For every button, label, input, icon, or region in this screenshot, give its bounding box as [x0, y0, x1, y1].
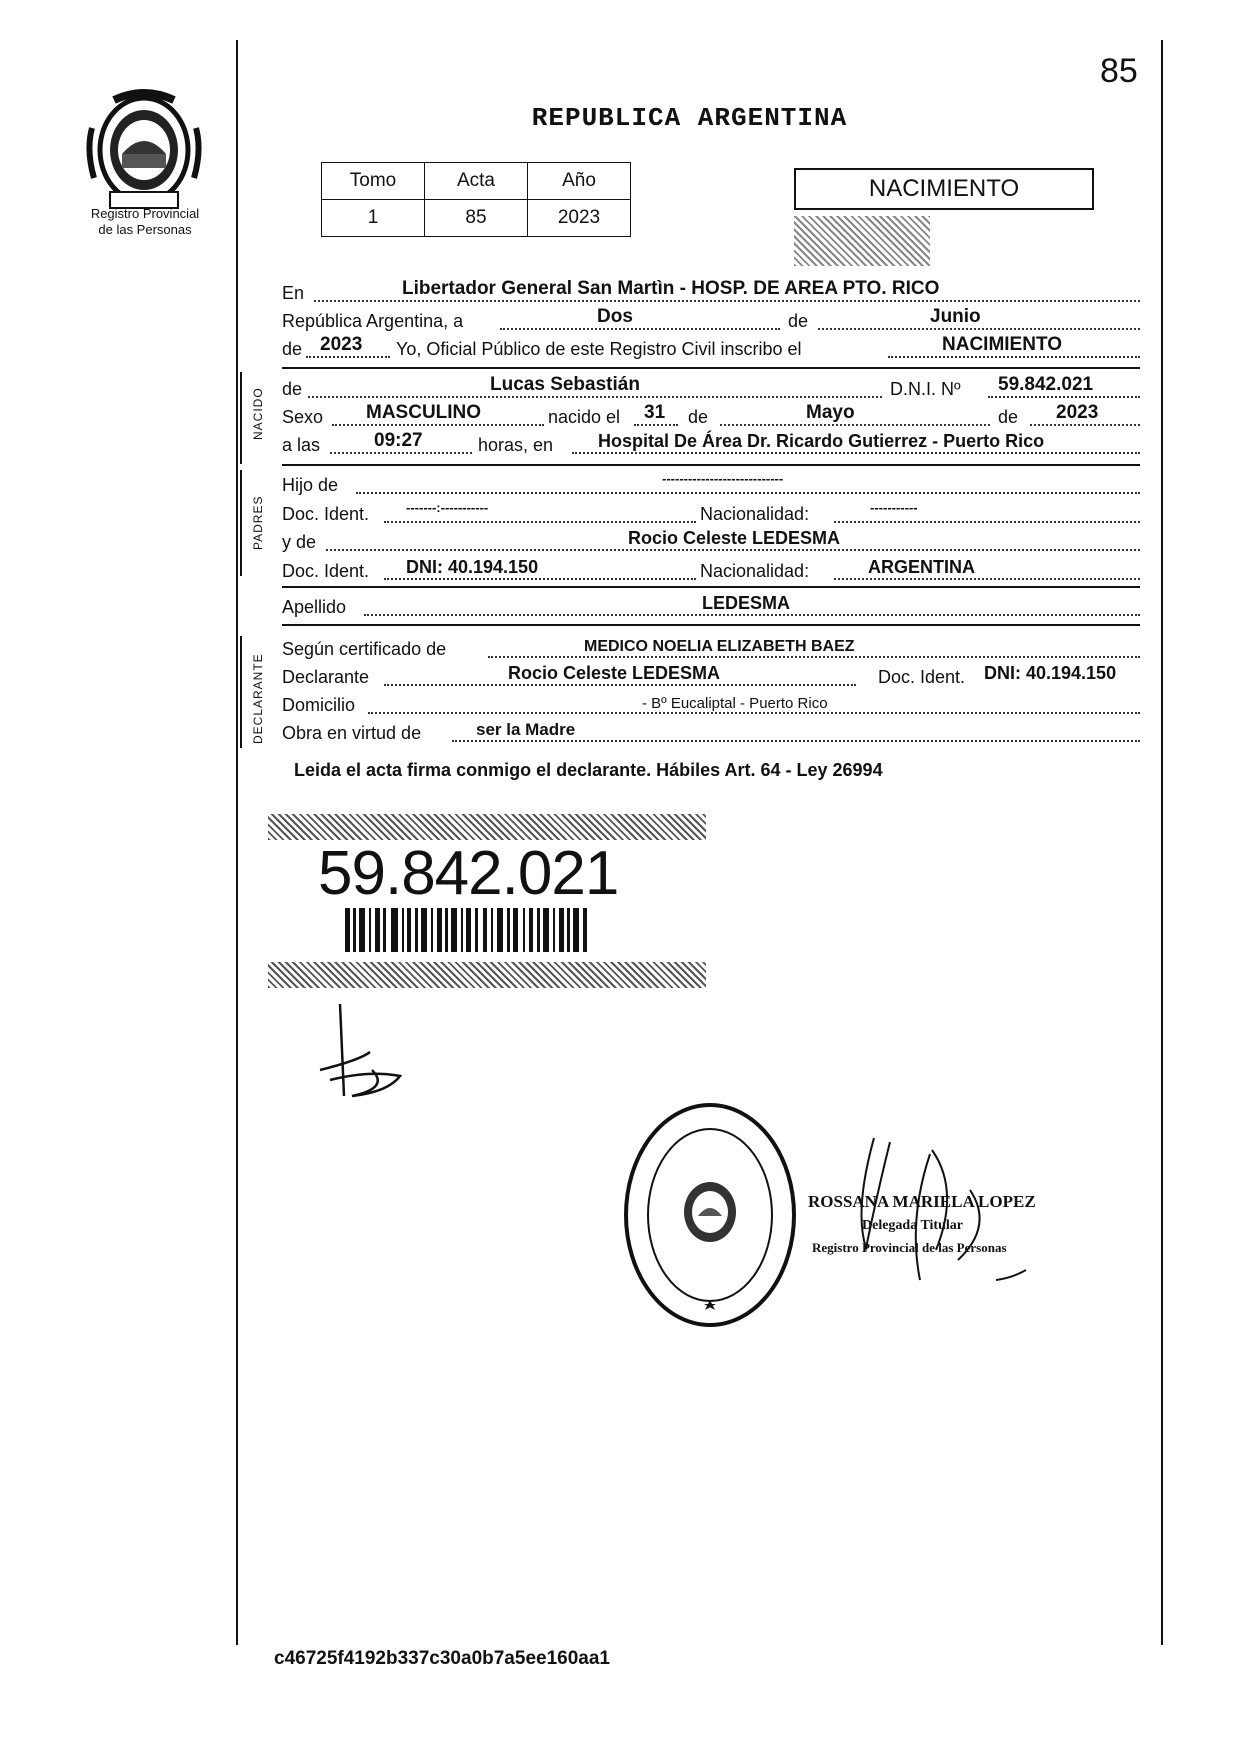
certificate-value: MEDICO NOELIA ELIZABETH BAEZ	[584, 638, 855, 655]
label-doc-ident-mother: Doc. Ident.	[282, 561, 370, 581]
child-birth-place: Hospital De Área Dr. Ricardo Gutierrez - Puerto Rico	[598, 431, 1045, 451]
document-title: REPUBLICA ARGENTINA	[531, 103, 848, 133]
label-obra: Obra en virtud de	[282, 723, 422, 743]
row-hijo-de	[282, 470, 1140, 498]
child-birth-time: 09:27	[374, 430, 423, 451]
dni-large: 59.842.021	[318, 839, 619, 908]
row-year	[282, 334, 1140, 362]
child-dni: 59.842.021	[998, 374, 1094, 395]
officer-name: ROSSANA MARIELA LOPEZ	[808, 1192, 1036, 1211]
row-certificado	[282, 634, 1140, 662]
child-birth-day: 31	[644, 402, 666, 423]
label-horas-en: horas, en	[478, 435, 554, 455]
label-republica: República Argentina, a	[282, 311, 464, 331]
section-label-padres: PADRES	[251, 495, 265, 550]
section-label-nacido: NACIDO	[251, 387, 265, 440]
act-inscribed-as: NACIMIENTO	[942, 334, 1062, 355]
record-type-box: NACIMIENTO	[794, 168, 1094, 210]
label-nacionalidad-father: Nacionalidad:	[700, 504, 810, 524]
row-nacido-time	[282, 430, 1140, 458]
label-sexo: Sexo	[282, 407, 324, 427]
registry-table	[321, 162, 631, 237]
label-en: En	[282, 283, 305, 303]
row-domicilio	[282, 690, 1140, 718]
row-declarante	[282, 662, 1140, 690]
barcode-icon	[345, 908, 589, 952]
officer-role: Delegada Titular	[862, 1218, 963, 1233]
label-doc-ident-declarante: Doc. Ident.	[878, 667, 966, 687]
officer-text: Yo, Oficial Público de este Registro Civil inscribo el	[396, 339, 802, 359]
row-republica	[282, 306, 1140, 334]
act-place: Libertador General San Martìn - HOSP. DE AREA PTO. RICO	[402, 278, 940, 299]
officer-organization: Registro Provincial de las Personas	[812, 1240, 1007, 1255]
label-de-byear: de	[998, 407, 1019, 427]
child-name: Lucas Sebastián	[490, 374, 640, 395]
row-obra	[282, 718, 1140, 746]
declarante-name: Rocio Celeste LEDESMA	[508, 663, 721, 683]
header-tomo: Tomo	[322, 163, 425, 200]
label-de-year: de	[282, 339, 303, 359]
row-apellido	[282, 592, 1140, 620]
mother-nationality: ARGENTINA	[868, 557, 975, 577]
section-label-declarante: DECLARANTE	[251, 653, 265, 744]
label-de-bmonth: de	[688, 407, 709, 427]
label-nacionalidad-mother: Nacionalidad:	[700, 561, 810, 581]
official-stamp-icon	[620, 1100, 800, 1330]
registry-table-header	[322, 163, 631, 200]
logo-caption	[70, 206, 220, 238]
label-a-las: a las	[282, 435, 321, 455]
value-acta: 85	[425, 200, 528, 237]
label-de-month: de	[788, 311, 809, 331]
logo-caption-line1: Registro Provincial	[90, 206, 200, 221]
label-nacido-el: nacido el	[548, 407, 621, 427]
row-nacido-sex	[282, 402, 1140, 430]
page-number: 85	[1100, 52, 1138, 90]
label-apellido: Apellido	[282, 597, 347, 617]
section-bar-declarante	[240, 636, 242, 748]
label-declarante: Declarante	[282, 667, 370, 687]
mother-doc: DNI: 40.194.150	[406, 557, 539, 577]
label-hijo-de: Hijo de	[282, 475, 339, 495]
father-doc: -------:-----------	[406, 500, 489, 515]
row-y-de	[282, 527, 1140, 555]
section-bar-nacido	[240, 372, 242, 464]
separator-3	[282, 586, 1140, 588]
father-name: ----------------------------	[662, 471, 784, 486]
value-anio: 2023	[528, 200, 631, 237]
declarant-signature-icon	[300, 1000, 420, 1110]
child-birth-month: Mayo	[806, 402, 855, 423]
closing-text: Leida el acta firma conmigo el declarante. Hábiles Art. 64 - Ley 26994	[294, 760, 883, 780]
child-birth-year: 2023	[1056, 402, 1099, 423]
mother-name: Rocio Celeste LEDESMA	[628, 528, 841, 548]
value-tomo: 1	[322, 200, 425, 237]
label-domicilio: Domicilio	[282, 695, 356, 715]
declarante-doc: DNI: 40.194.150	[984, 663, 1117, 683]
separator-4	[282, 624, 1140, 626]
label-de-name: de	[282, 379, 303, 399]
right-margin-line	[1161, 40, 1163, 1645]
act-day: Dos	[597, 306, 633, 327]
left-margin-line	[236, 40, 238, 1645]
row-mother-doc	[282, 556, 1140, 584]
row-en	[282, 278, 1140, 306]
declarante-capacity: ser la Madre	[476, 720, 576, 739]
apellido-value: LEDESMA	[702, 593, 791, 613]
section-bar-padres	[240, 470, 242, 576]
header-anio: Año	[528, 163, 631, 200]
label-certificado: Según certificado de	[282, 639, 447, 659]
row-father-doc	[282, 499, 1140, 527]
separator-1	[282, 367, 1140, 369]
label-y-de: y de	[282, 532, 317, 552]
label-doc-ident-father: Doc. Ident.	[282, 504, 370, 524]
header-acta: Acta	[425, 163, 528, 200]
security-band-top	[268, 814, 706, 840]
row-nacido-name	[282, 374, 1140, 402]
separator-2	[282, 464, 1140, 466]
act-month: Junio	[930, 306, 981, 327]
security-band-bottom	[268, 962, 706, 988]
logo-caption-line2: de las Personas	[98, 222, 192, 237]
act-year: 2023	[320, 334, 363, 355]
registry-table-values	[322, 200, 631, 237]
label-dni: D.N.I. Nº	[890, 379, 961, 399]
security-hatch-small	[794, 216, 930, 266]
declarante-address: - Bº Eucaliptal - Puerto Rico	[642, 695, 828, 712]
child-sex: MASCULINO	[366, 402, 482, 423]
document-hash: c46725f4192b337c30a0b7a5ee160aa1	[274, 1648, 610, 1669]
father-nationality: -----------	[870, 500, 918, 515]
